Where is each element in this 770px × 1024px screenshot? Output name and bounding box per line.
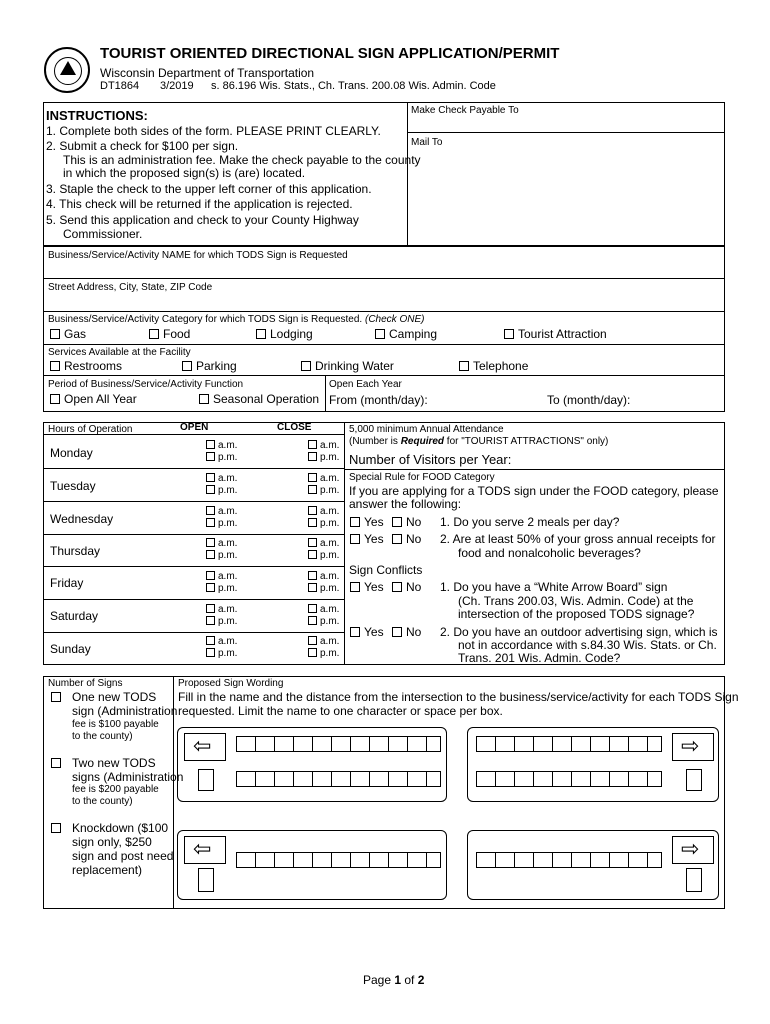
food-rule-text-2: answer the following: [349, 497, 462, 511]
sign-conflicts-label: Sign Conflicts [349, 563, 423, 577]
monday-close-am-checkbox[interactable] [308, 440, 317, 449]
distance-box-1[interactable] [198, 769, 214, 791]
one-sign-fee: fee is $100 payable [72, 719, 159, 730]
day-monday: Monday [50, 446, 93, 460]
monday-close-am[interactable] [308, 440, 339, 452]
conflict-question-1: 1. Do you have a “White Arrow Board” sign [440, 580, 668, 594]
knockdown-line-4: replacement) [72, 863, 143, 877]
conflict-q1-no-checkbox[interactable] [392, 582, 402, 592]
name-strip-3[interactable] [236, 852, 441, 868]
instruction-5-detail: Commissioner. [63, 227, 143, 241]
thursday-close-am[interactable] [308, 538, 339, 550]
open-column-header: OPEN [180, 422, 209, 433]
sunday-open-am[interactable] [206, 636, 237, 648]
monday-open-pm-checkbox[interactable] [206, 452, 215, 461]
pm-label: p.m. [218, 648, 238, 659]
period-seasonal[interactable]: Seasonal Operation [199, 392, 319, 406]
instruction-4: 4. This check will be returned if the application is rejected. [46, 197, 353, 211]
tuesday-open-pm-checkbox[interactable] [206, 485, 215, 494]
thursday-close-pm[interactable] [308, 550, 339, 562]
period-label: Period of Business/Service/Activity Function [48, 379, 244, 390]
am-label: a.m. [320, 636, 340, 647]
to-date-label: To (month/day): [547, 393, 631, 407]
open-all-year-checkbox[interactable] [50, 394, 60, 404]
service-restrooms[interactable]: Restrooms [50, 359, 122, 373]
day-friday: Friday [50, 576, 84, 590]
form-id: DT1864 [100, 80, 140, 92]
seasonal-checkbox[interactable] [199, 394, 209, 404]
wednesday-open-pm-checkbox[interactable] [206, 518, 215, 527]
sunday-close-am[interactable] [308, 636, 339, 648]
service-drinking-water[interactable]: Drinking Water [301, 359, 394, 373]
sunday-close-pm-checkbox[interactable] [308, 648, 317, 657]
food-q2-no[interactable]: No [392, 532, 421, 546]
knockdown-line-3: sign and post need [72, 849, 174, 863]
food-q1-no-checkbox[interactable] [392, 517, 402, 527]
one-sign-payable: to the county) [72, 731, 133, 742]
friday-close-pm[interactable] [308, 583, 339, 595]
category-tourist-attraction[interactable]: Tourist Attraction [504, 327, 607, 341]
tuesday-open-am-checkbox[interactable] [206, 473, 215, 482]
instruction-2-detail: This is an administration fee. Make the check payable to the county [63, 153, 421, 167]
day-sunday: Sunday [50, 642, 91, 656]
distance-box-2[interactable] [686, 769, 702, 791]
visitors-per-year-label: Number of Visitors per Year: [349, 452, 512, 467]
monday-open-am[interactable] [206, 440, 237, 452]
number-of-signs-label: Number of Signs [48, 678, 123, 689]
instruction-2: 2. Submit a check for $100 per sign. [46, 139, 239, 153]
day-saturday: Saturday [50, 609, 99, 623]
wednesday-open-am-checkbox[interactable] [206, 506, 215, 515]
from-date-field[interactable] [430, 392, 540, 407]
saturday-open-am[interactable] [206, 604, 237, 616]
food-q1-no[interactable]: No [392, 515, 421, 529]
am-label: a.m. [218, 604, 238, 615]
conflict-q1-yes[interactable]: Yes [350, 580, 384, 594]
am-label: a.m. [218, 538, 238, 549]
tuesday-close-pm-checkbox[interactable] [308, 485, 317, 494]
food-question-1: 1. Do you serve 2 meals per day? [440, 515, 620, 529]
conflict-q1-yes-checkbox[interactable] [350, 582, 360, 592]
pm-label: p.m. [320, 550, 340, 561]
am-label: a.m. [218, 571, 238, 582]
friday-open-am-checkbox[interactable] [206, 571, 215, 580]
conflict-question-2-line-2: not in accordance with s.84.30 Wis. Stats. or Ch. [458, 638, 717, 652]
name-strip-2b[interactable] [476, 771, 662, 787]
am-label: a.m. [320, 473, 340, 484]
saturday-open-pm-checkbox[interactable] [206, 616, 215, 625]
am-label: a.m. [320, 571, 340, 582]
am-label: a.m. [218, 636, 238, 647]
category-gas[interactable]: Gas [50, 327, 86, 341]
mail-to-field[interactable] [408, 150, 722, 244]
knockdown-line-2: sign only, $250 [72, 835, 152, 849]
service-telephone[interactable]: Telephone [459, 359, 528, 373]
name-strip-2a[interactable] [476, 736, 662, 752]
pm-label: p.m. [218, 518, 238, 529]
left-arrow-icon: ⇦ [193, 733, 212, 758]
one-sign-label: One new TODS [72, 690, 157, 704]
name-strip-1b[interactable] [236, 771, 441, 787]
two-signs-fee: fee is $200 payable [72, 784, 159, 795]
category-label: Business/Service/Activity Category for which TODS Sign is Requested. (Check ONE) [48, 314, 425, 325]
monday-open-pm[interactable] [206, 452, 237, 464]
food-q1-yes-checkbox[interactable] [350, 517, 360, 527]
two-signs-checkbox[interactable] [51, 758, 61, 768]
pm-label: p.m. [320, 452, 340, 463]
drinking-water-checkbox[interactable] [301, 361, 311, 371]
food-question-2: 2. Are at least 50% of your gross annual receipts for [440, 532, 716, 546]
day-wednesday: Wednesday [50, 512, 114, 526]
name-strip-4[interactable] [476, 852, 662, 868]
restrooms-checkbox[interactable] [50, 361, 60, 371]
statute-reference: s. 86.196 Wis. Stats., Ch. Trans. 200.08 Wis. Admin. Code [211, 80, 496, 92]
saturday-close-am-checkbox[interactable] [308, 604, 317, 613]
pm-label: p.m. [218, 550, 238, 561]
instruction-3: 3. Staple the check to the upper left corner of this application. [46, 182, 372, 196]
pm-label: p.m. [218, 452, 238, 463]
tuesday-open-am[interactable] [206, 473, 237, 485]
friday-close-am-checkbox[interactable] [308, 571, 317, 580]
page-indicator: Page 1 of 2 [363, 973, 425, 987]
category-food[interactable]: Food [149, 327, 190, 341]
tuesday-open-pm[interactable] [206, 485, 237, 497]
pm-label: p.m. [320, 583, 340, 594]
wednesday-open-pm[interactable] [206, 518, 237, 530]
pm-label: p.m. [320, 648, 340, 659]
am-label: a.m. [218, 473, 238, 484]
saturday-close-pm[interactable] [308, 616, 339, 628]
agency-name: Wisconsin Department of Transportation [100, 66, 315, 80]
wednesday-close-am-checkbox[interactable] [308, 506, 317, 515]
right-arrow-icon-2: ⇨ [681, 836, 700, 861]
distance-box-4[interactable] [686, 868, 702, 892]
instruction-1: 1. Complete both sides of the form. PLEASE PRINT CLEARLY. [46, 124, 381, 138]
conflict-q2-no-checkbox[interactable] [392, 627, 402, 637]
monday-close-pm[interactable] [308, 452, 339, 464]
instruction-2-detail-2: in which the proposed sign(s) is (are) located. [63, 166, 306, 180]
food-checkbox[interactable] [149, 329, 159, 339]
pm-label: p.m. [218, 583, 238, 594]
food-q1-yes[interactable]: Yes [350, 515, 384, 529]
address-field[interactable] [48, 294, 718, 309]
service-parking[interactable]: Parking [182, 359, 237, 373]
pm-label: p.m. [320, 485, 340, 496]
monday-close-pm-checkbox[interactable] [308, 452, 317, 461]
wording-instructions: Fill in the name and the distance from the intersection to the business/service/activity for each TODS Sign [178, 690, 739, 704]
conflict-q2-yes[interactable]: Yes [350, 625, 384, 639]
wednesday-close-am[interactable] [308, 506, 339, 518]
food-question-2-detail: food and nonalcoholic beverages? [458, 546, 641, 560]
knockdown-label: Knockdown ($100 [72, 821, 169, 835]
two-signs-payable: to the county) [72, 796, 133, 807]
right-arrow-icon: ⇨ [681, 733, 700, 758]
tuesday-close-am[interactable] [308, 473, 339, 485]
visitors-per-year-field[interactable] [515, 452, 720, 467]
name-strip-1a[interactable] [236, 736, 441, 752]
day-tuesday: Tuesday [50, 479, 96, 493]
friday-open-pm[interactable] [206, 583, 237, 595]
food-q2-no-checkbox[interactable] [392, 534, 402, 544]
am-label: a.m. [320, 440, 340, 451]
wisdot-seal [44, 47, 90, 93]
lodging-checkbox[interactable] [256, 329, 266, 339]
address-label: Street Address, City, State, ZIP Code [48, 282, 213, 293]
two-signs-label: Two new TODS [72, 756, 156, 770]
friday-open-pm-checkbox[interactable] [206, 583, 215, 592]
form-date: 3/2019 [160, 80, 194, 92]
category-camping[interactable]: Camping [375, 327, 437, 341]
conflict-q2-yes-checkbox[interactable] [350, 627, 360, 637]
camping-checkbox[interactable] [375, 329, 385, 339]
mail-to-label: Mail To [411, 137, 443, 148]
am-label: a.m. [320, 538, 340, 549]
food-rule-text: If you are applying for a TODS sign under the FOOD category, please [349, 484, 719, 498]
day-thursday: Thursday [50, 544, 101, 558]
am-label: a.m. [320, 506, 340, 517]
monday-open-am-checkbox[interactable] [206, 440, 215, 449]
conflict-question-2: 2. Do you have an outdoor advertising sign, which is [440, 625, 718, 639]
sunday-close-am-checkbox[interactable] [308, 636, 317, 645]
saturday-open-pm[interactable] [206, 616, 237, 628]
thursday-open-am-checkbox[interactable] [206, 538, 215, 547]
pm-label: p.m. [320, 518, 340, 529]
food-q2-yes-checkbox[interactable] [350, 534, 360, 544]
form-title: TOURIST ORIENTED DIRECTIONAL SIGN APPLICATION/PERMIT [100, 45, 560, 62]
business-name-field[interactable] [48, 262, 718, 277]
friday-open-am[interactable] [206, 571, 237, 583]
attendance-note: (Number is Required for "TOURIST ATTRACTIONS" only) [349, 436, 609, 447]
conflict-q1-no[interactable]: No [392, 580, 421, 594]
two-signs-desc: signs (Administration [72, 770, 184, 784]
pm-label: p.m. [218, 485, 238, 496]
category-lodging[interactable]: Lodging [256, 327, 313, 341]
sunday-open-pm-checkbox[interactable] [206, 648, 215, 657]
distance-box-3[interactable] [198, 868, 214, 892]
tuesday-close-pm[interactable] [308, 485, 339, 497]
conflict-question-1-line-3: intersection of the proposed TODS signage? [458, 607, 695, 621]
check-payable-label: Make Check Payable To [411, 105, 519, 116]
attendance-minimum: 5,000 minimum Annual Attendance [349, 424, 504, 435]
sunday-open-am-checkbox[interactable] [206, 636, 215, 645]
conflict-question-2-line-3: Trans. 201 Wis. Admin. Code? [458, 651, 621, 665]
one-sign-checkbox[interactable] [51, 692, 61, 702]
parking-checkbox[interactable] [182, 361, 192, 371]
knockdown-checkbox[interactable] [51, 823, 61, 833]
pm-label: p.m. [218, 616, 238, 627]
saturday-close-pm-checkbox[interactable] [308, 616, 317, 625]
services-label: Services Available at the Facility [48, 347, 191, 358]
to-date-field[interactable] [632, 392, 722, 407]
proposed-wording-label: Proposed Sign Wording [178, 678, 284, 689]
wednesday-close-pm[interactable] [308, 518, 339, 530]
close-column-header: CLOSE [277, 422, 312, 433]
conflict-q2-no[interactable]: No [392, 625, 421, 639]
one-sign-desc: sign (Administration [72, 704, 178, 718]
thursday-open-pm-checkbox[interactable] [206, 550, 215, 559]
telephone-checkbox[interactable] [459, 361, 469, 371]
gas-checkbox[interactable] [50, 329, 60, 339]
sunday-open-pm[interactable] [206, 648, 237, 660]
conflict-question-1-line-2: (Ch. Trans 200.03, Wis. Admin. Code) at the [458, 594, 694, 608]
from-date-label: From (month/day): [329, 393, 428, 407]
thursday-open-pm[interactable] [206, 550, 237, 562]
thursday-open-am[interactable] [206, 538, 237, 550]
left-arrow-icon-2: ⇦ [193, 836, 212, 861]
thursday-close-am-checkbox[interactable] [308, 538, 317, 547]
open-each-year-label: Open Each Year [329, 379, 402, 390]
wording-instructions-2: requested. Limit the name to one character or space per box. [178, 704, 503, 718]
hours-label: Hours of Operation [48, 424, 133, 435]
friday-close-am[interactable] [308, 571, 339, 583]
food-q2-yes[interactable]: Yes [350, 532, 384, 546]
am-label: a.m. [218, 440, 238, 451]
thursday-close-pm-checkbox[interactable] [308, 550, 317, 559]
instructions-heading: INSTRUCTIONS: [46, 108, 148, 123]
check-payable-field[interactable] [408, 117, 722, 131]
food-rule-label: Special Rule for FOOD Category [349, 472, 495, 483]
wednesday-open-am[interactable] [206, 506, 237, 518]
instruction-5: 5. Send this application and check to your County Highway [46, 213, 359, 227]
friday-close-pm-checkbox[interactable] [308, 583, 317, 592]
saturday-open-am-checkbox[interactable] [206, 604, 215, 613]
business-name-label: Business/Service/Activity NAME for which TODS Sign is Requested [48, 250, 348, 261]
sunday-close-pm[interactable] [308, 648, 339, 660]
pm-label: p.m. [320, 616, 340, 627]
wednesday-close-pm-checkbox[interactable] [308, 518, 317, 527]
tuesday-close-am-checkbox[interactable] [308, 473, 317, 482]
saturday-close-am[interactable] [308, 604, 339, 616]
am-label: a.m. [218, 506, 238, 517]
period-open-all-year[interactable]: Open All Year [50, 392, 137, 406]
tourist-attraction-checkbox[interactable] [504, 329, 514, 339]
am-label: a.m. [320, 604, 340, 615]
